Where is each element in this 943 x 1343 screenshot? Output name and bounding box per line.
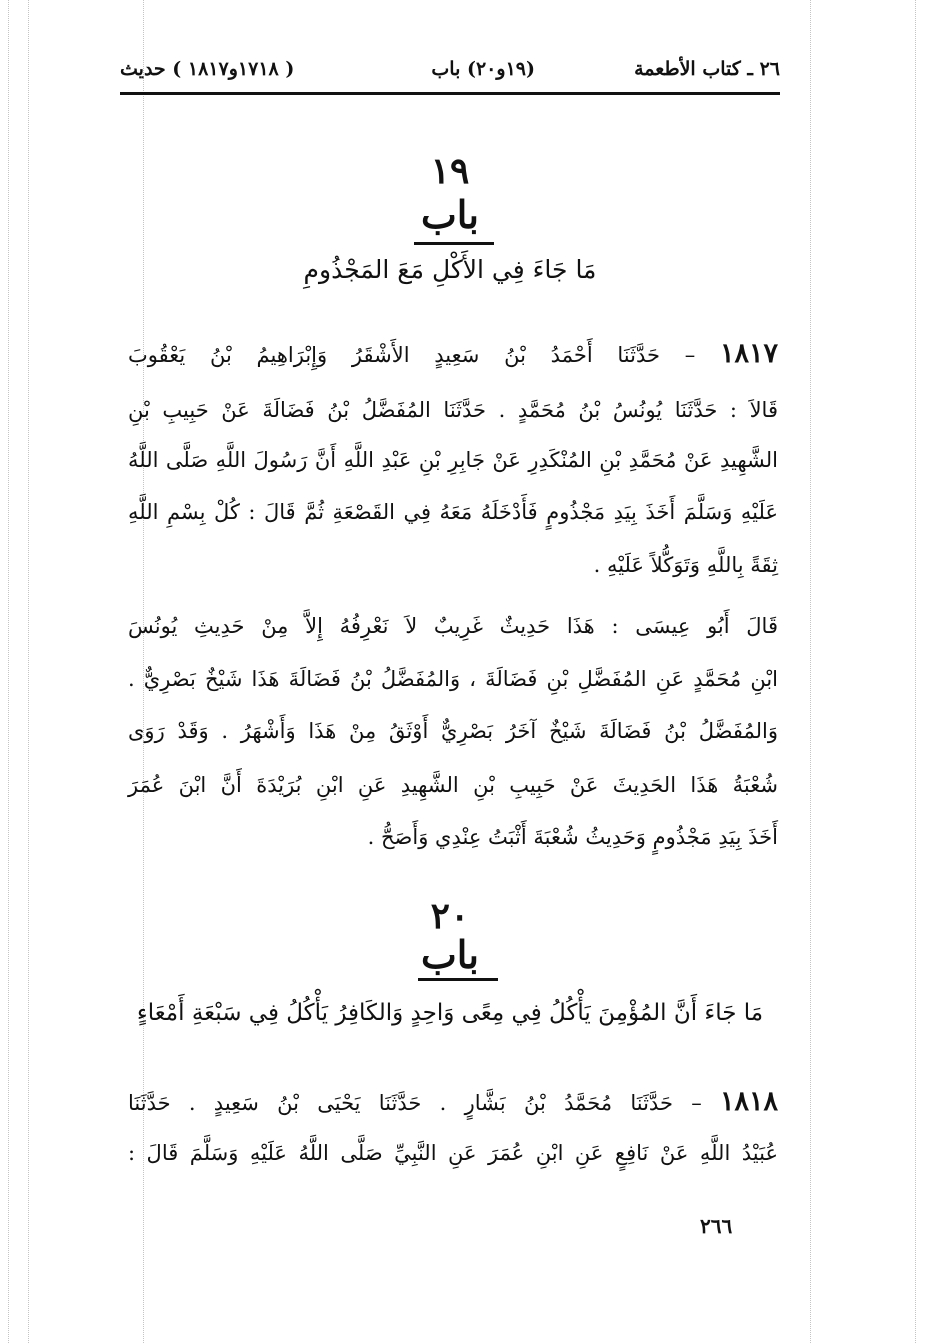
scan-guide-line: [810, 0, 811, 1343]
chapter-title-20: مَا جَاءَ أَنَّ المُؤْمِنَ يَأْكُلُ فِي مِعًى وَاحِدٍ وَالكَافِرُ يَأْكُلُ فِي سَبْعَةِ أَمْعَاءٍ: [136, 1000, 764, 1026]
chapter-number-19: ١٩: [430, 150, 470, 192]
commentary-line-3: وَالمُفَضَّلُ بْنُ فَضَالَةَ شَيْخٌ آخَرُ بَصْرِيٌّ أَوْثَقُ مِنْ هَذَا وَأَشْهَرُ . وَقَدْ رَوَى: [128, 719, 778, 743]
header-book-title: ٢٦ ـ كتاب الأطعمة: [634, 58, 780, 80]
commentary-line-4: شُعْبَةُ هَذَا الحَدِيثَ عَنْ حَبِيبِ بْنِ الشَّهِيدِ عَنِ ابْنِ بُرَيْدَةَ أَنَّ ابْنَ عُمَرَ: [128, 773, 778, 797]
header-chapter-range: (١٩و٢٠) باب: [431, 58, 535, 80]
header-hadith-range: ( ١٧١٨و١٨١٧ ) حديث: [120, 58, 295, 80]
scan-guide-line: [8, 0, 9, 1343]
scan-guide-line: [915, 0, 916, 1343]
hadith-text: – حَدَّثَنَا أَحْمَدُ بْنُ سَعِيدٍ الأَشْقَرُ وَإِبْرَاهِيمُ بْنُ يَعْقُوبَ: [128, 343, 696, 367]
hadith-1817-line-5: ثِقَةً بِاللَّهِ وَتَوَكُّلاً عَلَيْهِ .: [593, 553, 778, 577]
chapter-heading-20: باب: [421, 932, 479, 977]
commentary-line-1: قَالَ أَبُو عِيسَى : هَذَا حَدِيثٌ غَرِيبٌ لاَ نَعْرِفُهُ إِلاَّ مِنْ حَدِيثِ يُونُسَ: [128, 614, 778, 638]
chapter-heading-19: باب: [421, 192, 479, 237]
chapter-number-20: ٢٠: [430, 895, 470, 937]
hadith-number-1817: ١٨١٧: [719, 338, 778, 369]
commentary-line-2: ابْنِ مُحَمَّدٍ عَنِ المُفَضَّلِ بْنِ فَضَالَةَ ، وَالمُفَضَّلُ بْنُ فَضَالَةَ هَذَا شَيْخٌ بَصْرِيٌّ .: [128, 667, 778, 691]
chapter-title-19: مَا جَاءَ فِي الأَكْلِ مَعَ المَجْذُومِ: [303, 255, 597, 284]
hadith-1817-line-3: الشَّهِيدِ عَنْ مُحَمَّدِ بْنِ المُنْكَدِرِ عَنْ جَابِرِ بْنِ عَبْدِ اللَّهِ أَنَّ رَسُولَ اللَّهِ صَلَّى اللَّهُ: [128, 448, 778, 472]
running-header: [120, 50, 780, 95]
hadith-1817-line-4: عَلَيْهِ وَسَلَّمَ أَخَذَ بِيَدِ مَجْذُومٍ فَأَدْخَلَهُ مَعَهُ فِي القَصْعَةِ ثُمَّ قَالَ : كُلْ بِسْمِ اللَّهِ: [128, 500, 778, 524]
hadith-number-1818: ١٨١٨: [719, 1086, 778, 1117]
heading-underline: [418, 978, 498, 981]
hadith-1818-line-2: عُبَيْدُ اللَّهِ عَنْ نَافِعٍ عَنِ ابْنِ عُمَرَ عَنِ النَّبِيِّ صَلَّى اللَّهُ عَلَيْهِ وَسَلَّمَ قَالَ :: [128, 1141, 778, 1165]
hadith-1817-line-1: [128, 337, 778, 372]
hadith-1818-line-1: [128, 1085, 778, 1120]
scan-guide-line: [28, 0, 29, 1343]
heading-underline: [414, 242, 494, 245]
hadith-1817-line-2: قَالاَ : حَدَّثَنَا يُونُسُ بْنُ مُحَمَّدٍ . حَدَّثَنَا المُفَضَّلُ بْنُ فَضَالَةَ عَنْ حَبِيبِ بْنِ: [128, 398, 778, 422]
hadith-text: – حَدَّثَنَا مُحَمَّدُ بْنُ بَشَّارٍ . حَدَّثَنَا يَحْيَى بْنُ سَعِيدٍ . حَدَّثَنَا: [128, 1091, 702, 1115]
page-number: ٢٦٦: [700, 1214, 733, 1238]
commentary-line-5: أَخَذَ بِيَدِ مَجْذُومٍ وَحَدِيثُ شُعْبَةَ أَثْبَتُ عِنْدِي وَأَصَحُّ .: [367, 825, 778, 849]
